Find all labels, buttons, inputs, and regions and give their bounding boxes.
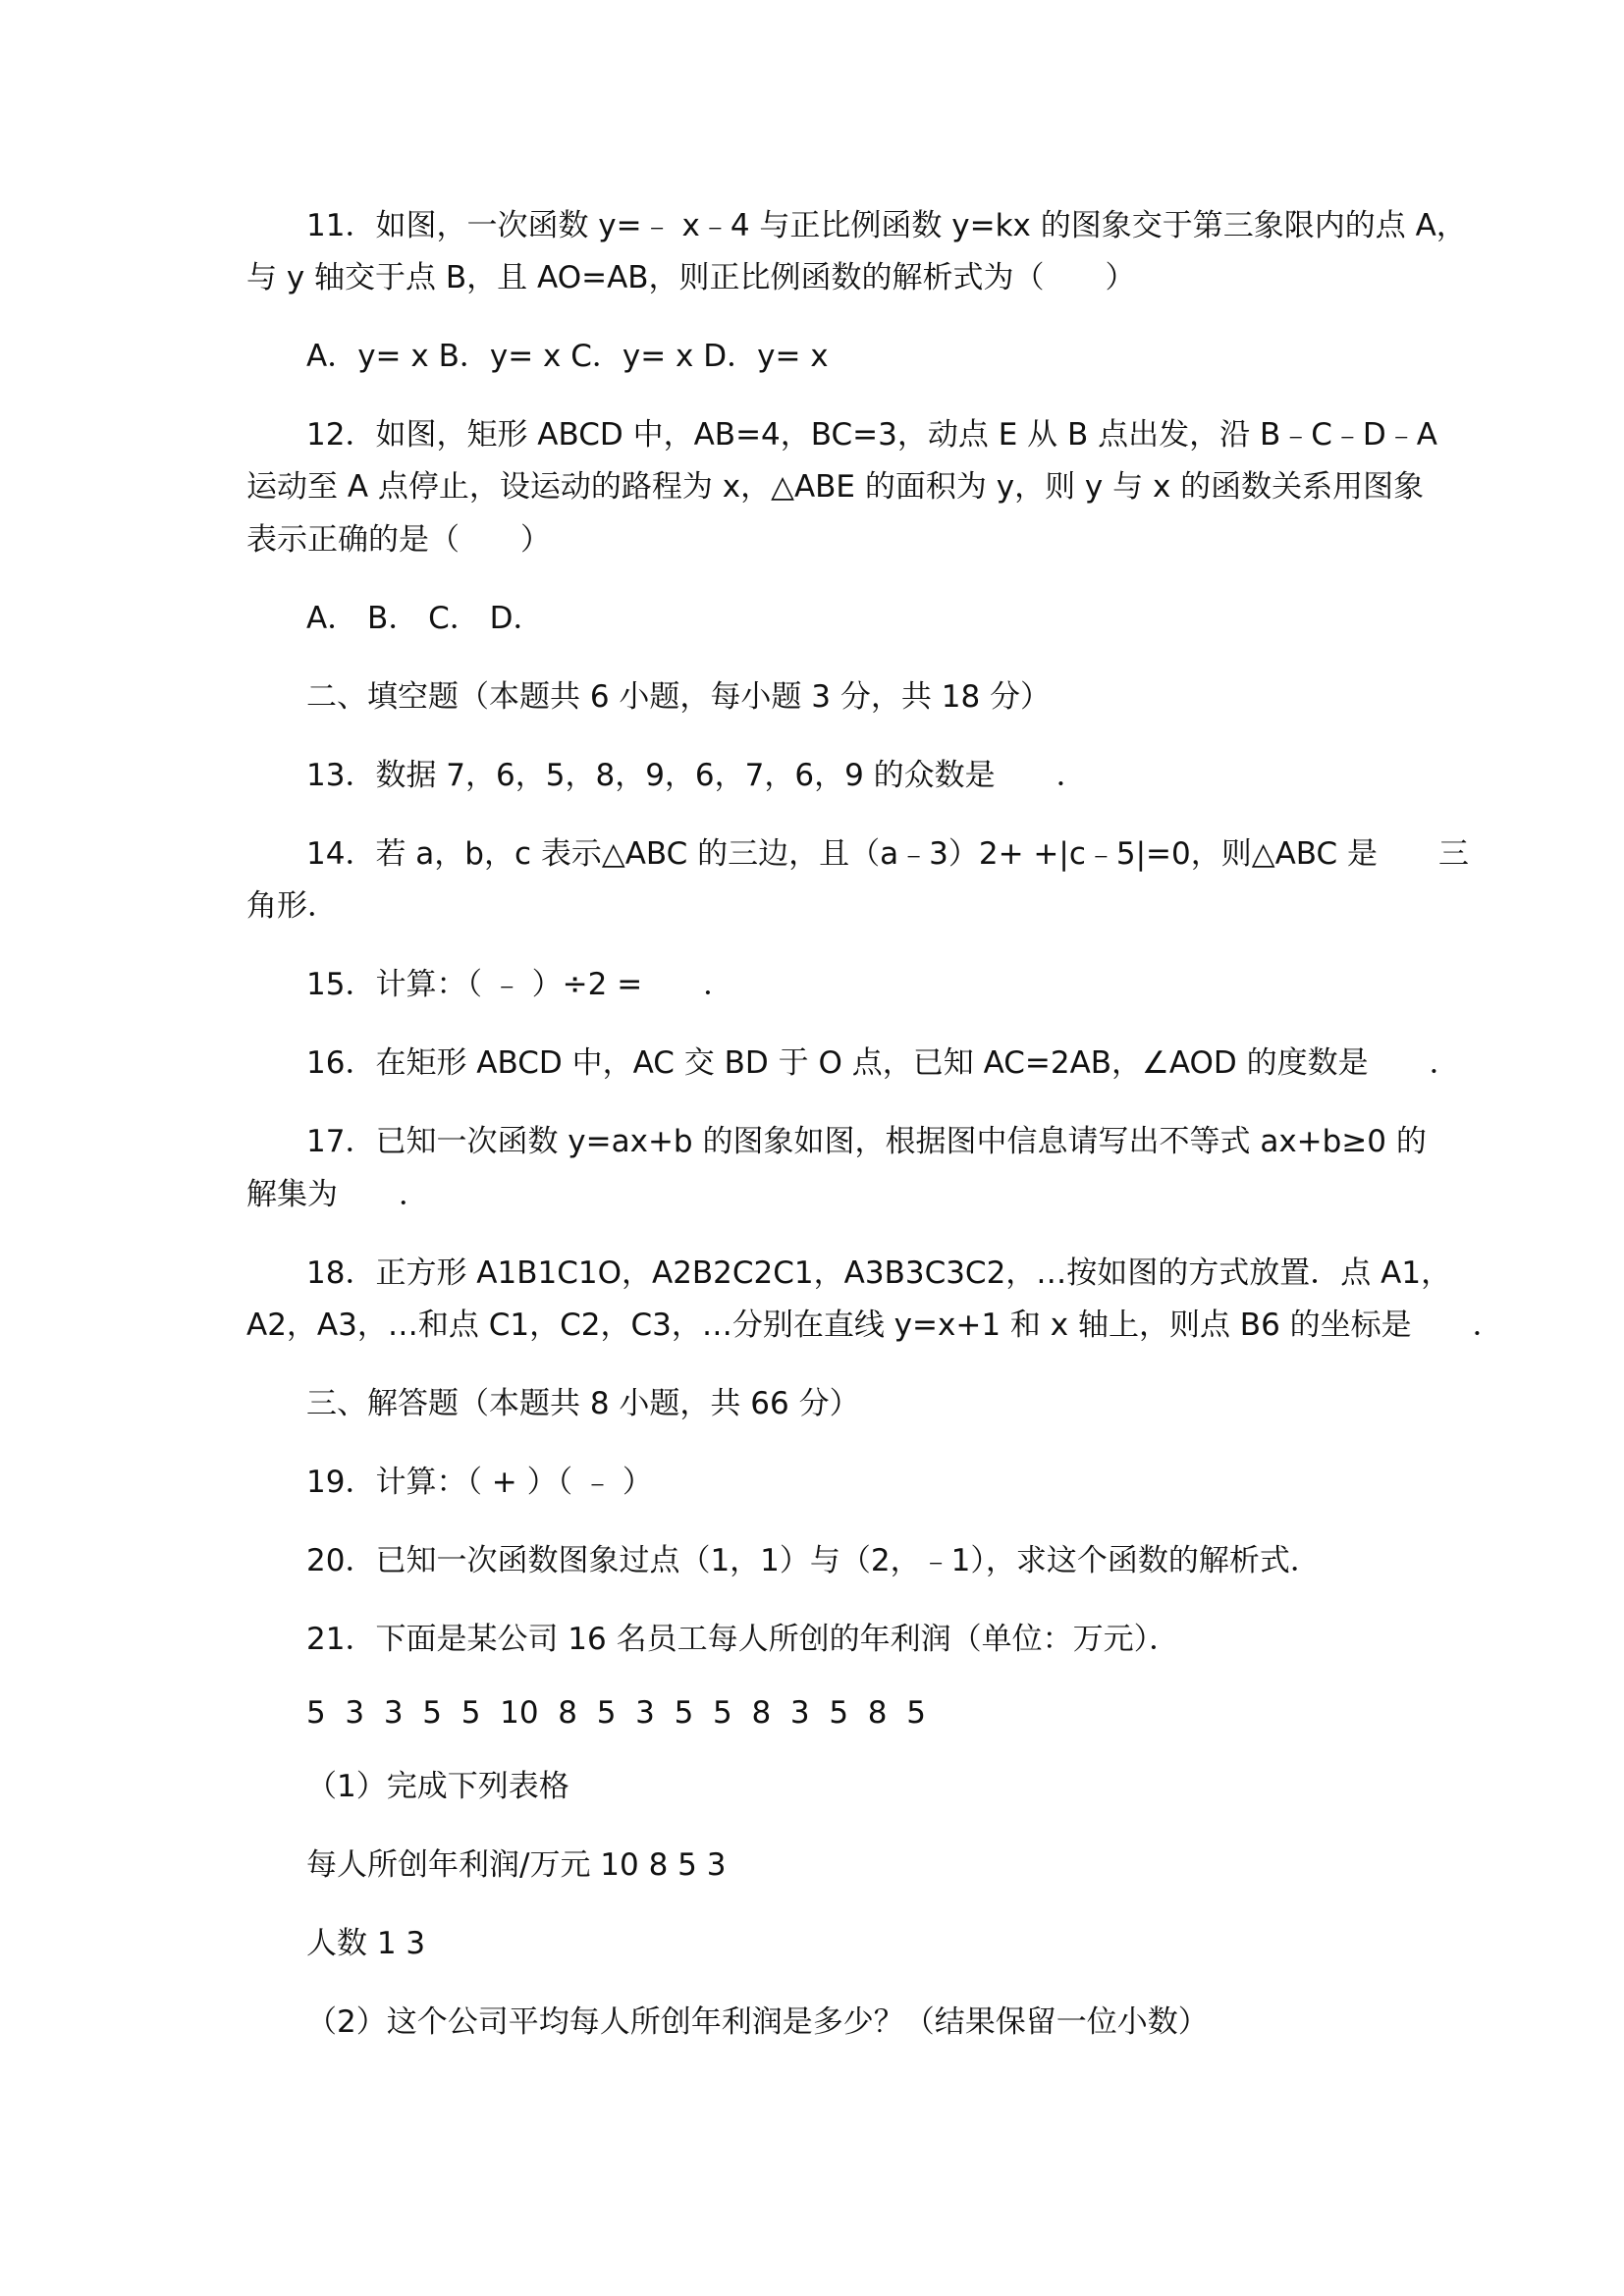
q17-line-2: 解集为 ． xyxy=(246,1177,429,1212)
q12-line-2: 运动至 A 点停止，设运动的路程为 x，△ABE 的面积为 y，则 y 与 x 的函数关系用图象 xyxy=(246,469,1425,505)
q13: 13．数据 7，6，5，8，9，6，7，6，9 的众数是 ． xyxy=(306,758,1087,793)
q18-line-1: 18．正方形 A1B1C1O，A2B2C2C1，A3B3C3C2，…按如图的方式放置．点 A1， xyxy=(306,1255,1452,1291)
section-3-heading: 三、解答题（本题共 8 小题，共 66 分） xyxy=(306,1386,860,1421)
q21-table-row-profit: 每人所创年利润/万元 10 8 5 3 xyxy=(306,1847,727,1883)
q11-line-1: 11．如图，一次函数 y=﹣ x﹣4 与正比例函数 y=kx 的图象交于第三象限内的点 A， xyxy=(306,208,1467,243)
q21-intro: 21．下面是某公司 16 名员工每人所创的年利润（单位：万元）． xyxy=(306,1622,1180,1657)
q21-data: 5 3 3 5 5 10 8 5 3 5 5 8 3 5 8 5 xyxy=(306,1695,926,1731)
q18-line-2: A2，A3，…和点 C1，C2，C3，…分别在直线 y=x+1 和 x 轴上，则点 B6 的坐标是 ． xyxy=(246,1308,1503,1343)
q14-line-1: 14．若 a，b，c 表示△ABC 的三边，且（a﹣3）2+ +|c﹣5|=0，则△ABC 是 三 xyxy=(306,836,1470,872)
q21-table-row-count: 人数 1 3 xyxy=(306,1926,426,1961)
q15: 15．计算：（ ﹣ ）÷2 = ． xyxy=(306,967,734,1002)
q16: 16．在矩形 ABCD 中，AC 交 BD 于 O 点，已知 AC=2AB，∠AOD 的度数是 ． xyxy=(306,1045,1460,1081)
section-2-heading: 二、填空题（本题共 6 小题，每小题 3 分，共 18 分） xyxy=(306,679,1052,715)
q12-line-3: 表示正确的是（ ） xyxy=(246,522,551,558)
q19: 19．计算：（ + ）（ ﹣ ） xyxy=(306,1465,653,1500)
q21-part-1: （1）完成下列表格 xyxy=(306,1769,569,1804)
q14-line-2: 角形． xyxy=(246,888,338,924)
q12-line-1: 12．如图，矩形 ABCD 中，AB=4，BC=3，动点 E 从 B 点出发，沿 B﹣C﹣D﹣A xyxy=(306,417,1437,453)
q11-line-2: 与 y 轴交于点 B，且 AO=AB，则正比例函数的解析式为（ ） xyxy=(246,260,1136,295)
q17-line-1: 17．已知一次函数 y=ax+b 的图象如图，根据图中信息请写出不等式 ax+b≥0 的 xyxy=(306,1124,1427,1159)
q20: 20．已知一次函数图象过点（1，1）与（2，﹣1），求这个函数的解析式． xyxy=(306,1543,1321,1578)
q21-part-2: （2）这个公司平均每人所创年利润是多少？（结果保留一位小数） xyxy=(306,2004,1209,2040)
q12-options: A． B． C． D． xyxy=(306,601,544,636)
q11-options: A．y= x B．y= x C．y= x D．y= x xyxy=(306,339,829,374)
